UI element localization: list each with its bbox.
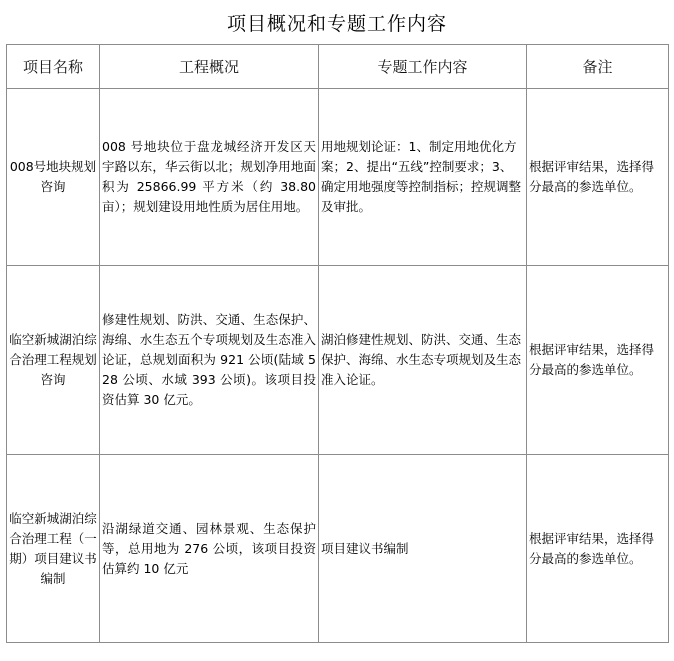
work-content-text: 项目建议书编制	[321, 540, 409, 556]
header-project-name: 项目名称	[7, 45, 100, 89]
page-title: 项目概况和专题工作内容	[226, 13, 447, 35]
remarks-cell	[527, 455, 669, 643]
overview-text: 008 号地块位于盘龙城经济开发区天宇路以东，华云街以北；规划净用地面积为 25866.99 平方米（约 38.80 亩）；规划建设用地性质为居住用地。	[102, 139, 316, 214]
project-name-cell	[7, 455, 100, 643]
overview-text: 修建性规划、防洪、交通、生态保护、海绵、水生态五个专项规划及生态准入论证，总规划面积为 921 公顷(陆域 528 公顷、水域 393 公顷)。该项目投资估算 30 亿元。	[102, 312, 316, 407]
work-content-cell	[319, 266, 527, 455]
table-row	[7, 89, 669, 266]
overview-cell	[100, 89, 319, 266]
header-overview: 工程概况	[100, 45, 319, 89]
table-row	[7, 266, 669, 455]
overview-cell	[100, 266, 319, 455]
project-name-cell	[7, 89, 100, 266]
project-name: 008号地块规划咨询	[9, 159, 97, 194]
remarks-text: 根据评审结果，选择得分最高的参选单位。	[529, 530, 655, 566]
work-content-cell	[319, 89, 527, 266]
remarks-text: 根据评审结果，选择得分最高的参选单位。	[529, 159, 655, 194]
header-remarks: 备注	[527, 45, 669, 89]
work-content-text: 用地规划论证：1、制定用地优化方案；2、提出“五线”控制要求；3、确定用地强度等控制指标；控规调整及审批。	[321, 139, 522, 214]
work-content-text: 湖泊修建性规划、防洪、交通、生态保护、海绵、水生态专项规划及生态准入论证。	[321, 332, 522, 387]
overview-text: 沿湖绿道交通、园林景观、生态保护等，总用地为 276 公顷，该项目投资估算约 10 亿元	[102, 520, 316, 576]
remarks-text: 根据评审结果，选择得分最高的参选单位。	[529, 342, 655, 377]
work-content-cell	[319, 455, 527, 643]
header-work-content: 专题工作内容	[319, 45, 527, 89]
project-name-cell	[7, 266, 100, 455]
table-header-row	[7, 45, 669, 89]
table-row	[7, 455, 669, 643]
remarks-cell	[527, 89, 669, 266]
overview-cell	[100, 455, 319, 643]
remarks-cell	[527, 266, 669, 455]
project-name: 临空新城湖泊综合治理工程（一期）项目建议书编制	[9, 510, 97, 586]
project-table	[6, 44, 669, 643]
project-name: 临空新城湖泊综合治理工程规划咨询	[9, 332, 97, 387]
